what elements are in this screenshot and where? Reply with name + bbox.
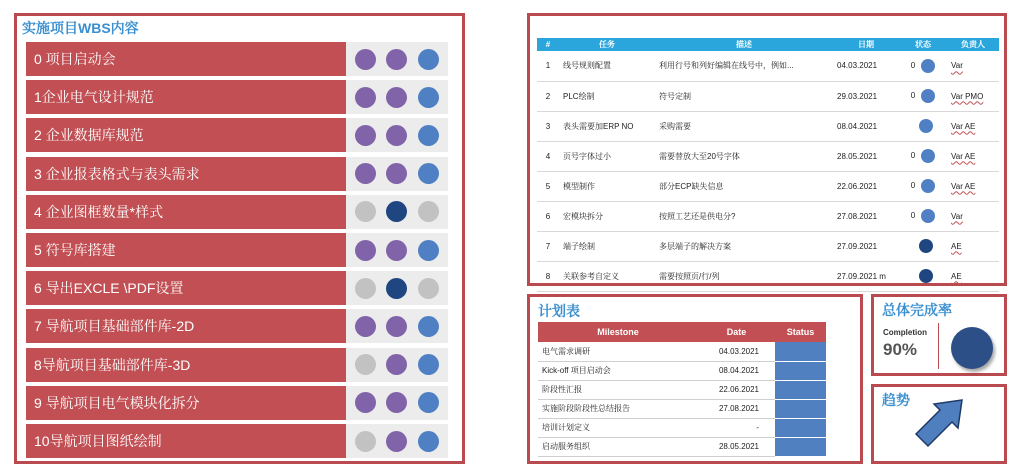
task-owner-cell (947, 51, 999, 81)
completion-divider (938, 323, 939, 369)
completion-label: Completion (883, 328, 927, 337)
status-dot-icon (386, 87, 407, 108)
status-dot-icon (418, 392, 439, 413)
task-owner-cell (947, 231, 999, 261)
plan-title: 计划表 (538, 303, 580, 319)
task-date-cell: 28.05.2021 (833, 141, 899, 171)
completion-value: 90% (883, 340, 918, 359)
task-owner-text: Var PMO (951, 91, 984, 101)
plan-milestone-cell: 启动服务组织 (538, 437, 698, 456)
plan-status-cell (775, 399, 826, 418)
wbs-row-status-dots (346, 348, 448, 382)
wbs-row (26, 195, 448, 229)
task-row (537, 261, 999, 291)
wbs-row-label: 4 企业图框数量*样式 (26, 195, 346, 229)
wbs-row-status-dots (346, 118, 448, 152)
wbs-row-status-dots (346, 424, 448, 458)
wbs-row-label: 7 导航项目基础部件库-2D (26, 309, 346, 343)
plan-status-cell (775, 361, 826, 380)
plan-date-cell: 08.04.2021 (698, 361, 775, 380)
wbs-row-label: 3 企业报表格式与表头需求 (26, 157, 346, 191)
task-row (537, 111, 999, 141)
plan-milestone-cell: 实施阶段阶段性总结报告 (538, 399, 698, 418)
status-dot-icon (386, 431, 407, 452)
plan-date-cell: 27.08.2021 (698, 399, 775, 418)
status-dot-icon (418, 201, 439, 222)
task-status-cell (899, 201, 947, 231)
plan-milestone-cell: 培训计划定义 (538, 418, 698, 437)
plan-panel (527, 294, 863, 464)
task-num-cell: 2 (537, 81, 559, 111)
plan-milestone-cell: 阶段性汇报 (538, 380, 698, 399)
task-date-cell: 27.09.2021 (833, 231, 899, 261)
plan-row (538, 342, 826, 361)
col-date-header: 日期 (833, 38, 899, 51)
plan-milestone-cell: Kick-off 项目启动会 (538, 361, 698, 380)
plan-table (538, 322, 826, 457)
task-status-text: 0 (910, 91, 916, 101)
task-name-cell: 页号字体过小 (559, 141, 655, 171)
task-desc-cell: 需要按照页/行/列 (655, 261, 833, 291)
wbs-row-label: 8导航项目基础部件库-3D (26, 348, 346, 382)
plan-row (538, 361, 826, 380)
plan-date-cell: 22.06.2021 (698, 380, 775, 399)
task-status-dot-icon (921, 179, 935, 193)
task-status-cell (899, 171, 947, 201)
col-num-header: # (537, 38, 559, 51)
task-date-cell: 04.03.2021 (833, 51, 899, 81)
plan-status-cell (775, 342, 826, 361)
task-desc-cell: 按照工艺还是供电分? (655, 201, 833, 231)
task-status-dot-icon (919, 119, 933, 133)
task-status-cell (899, 81, 947, 111)
status-dot-icon (386, 354, 407, 375)
task-date-cell: 27.08.2021 (833, 201, 899, 231)
task-name-cell: 关联参考自定义 (559, 261, 655, 291)
plan-status-cell (775, 380, 826, 399)
task-owner-cell (947, 141, 999, 171)
plan-date-cell: 28.05.2021 (698, 437, 775, 456)
task-status-text: 0 (910, 60, 916, 70)
wbs-row-label: 5 符号库搭建 (26, 233, 346, 267)
task-owner-cell (947, 201, 999, 231)
status-dot-icon (386, 240, 407, 261)
task-owner-text: Var (951, 61, 963, 71)
wbs-row-label: 10导航项目图纸绘制 (26, 424, 346, 458)
task-num-cell: 7 (537, 231, 559, 261)
wbs-row (26, 80, 448, 114)
wbs-row-status-dots (346, 157, 448, 191)
col-task-header: 任务 (559, 38, 655, 51)
task-status-dot-icon (921, 209, 935, 223)
wbs-row (26, 233, 448, 267)
task-row (537, 171, 999, 201)
trend-up-arrow-icon (910, 396, 972, 452)
status-dot-icon (386, 201, 407, 222)
task-date-cell: 27.09.2021 m (833, 261, 899, 291)
task-num-cell: 4 (537, 141, 559, 171)
task-name-cell: 端子绘制 (559, 231, 655, 261)
status-dot-icon (418, 316, 439, 337)
plan-row (538, 437, 826, 456)
status-dot-icon (418, 431, 439, 452)
task-owner-cell (947, 261, 999, 291)
plan-row (538, 380, 826, 399)
wbs-row-label: 9 导航项目电气模块化拆分 (26, 386, 346, 420)
task-owner-text: Var AE (951, 181, 976, 191)
task-status-dot-icon (919, 239, 933, 253)
task-status-text: 0 (910, 181, 916, 191)
wbs-title: 实施项目WBS内容 (22, 20, 139, 36)
plan-date-cell: - (698, 418, 775, 437)
wbs-row (26, 386, 448, 420)
plan-date-cell: 04.03.2021 (698, 342, 775, 361)
plan-status-cell (775, 437, 826, 456)
wbs-row-label: 0 项目启动会 (26, 42, 346, 76)
status-dot-icon (355, 278, 376, 299)
task-status-cell (899, 261, 947, 291)
task-panel (527, 13, 1007, 286)
completion-status-circle-icon (951, 327, 993, 369)
task-owner-cell (947, 171, 999, 201)
wbs-row (26, 271, 448, 305)
wbs-row (26, 424, 448, 458)
task-name-cell: PLC绘制 (559, 81, 655, 111)
status-dot-icon (386, 125, 407, 146)
status-dot-icon (418, 125, 439, 146)
task-owner-text: Var AE (951, 151, 976, 161)
wbs-row (26, 157, 448, 191)
task-desc-cell: 利用行号和列好编辑在线号中，例如... (655, 51, 833, 81)
status-dot-icon (418, 278, 439, 299)
status-dot-icon (355, 125, 376, 146)
task-date-cell: 22.06.2021 (833, 171, 899, 201)
wbs-row (26, 118, 448, 152)
trend-title: 趋势 (882, 392, 910, 408)
task-owner-cell (947, 81, 999, 111)
wbs-row-label: 2 企业数据库规范 (26, 118, 346, 152)
task-table-header (537, 38, 999, 51)
col-owner-header: 负责人 (947, 38, 999, 51)
task-num-cell: 1 (537, 51, 559, 81)
task-row (537, 201, 999, 231)
status-dot-icon (355, 240, 376, 261)
plan-row (538, 418, 826, 437)
task-row (537, 51, 999, 81)
plan-table-header (538, 322, 826, 342)
wbs-row (26, 42, 448, 76)
status-dot-icon (386, 49, 407, 70)
task-status-cell (899, 111, 947, 141)
task-name-cell: 线号规则配置 (559, 51, 655, 81)
task-row (537, 81, 999, 111)
task-status-text: 0 (910, 211, 916, 221)
trend-panel (871, 384, 1007, 464)
task-desc-cell: 部分ECP缺失信息 (655, 171, 833, 201)
task-table (537, 38, 999, 292)
milestone-header: Milestone (538, 322, 698, 342)
task-owner-cell (947, 111, 999, 141)
task-num-cell: 8 (537, 261, 559, 291)
wbs-row-status-dots (346, 386, 448, 420)
status-dot-icon (418, 87, 439, 108)
task-name-cell: 表头需要加ERP NO (559, 111, 655, 141)
task-status-cell (899, 141, 947, 171)
plan-milestone-cell: 电气需求调研 (538, 342, 698, 361)
plan-status-cell (775, 418, 826, 437)
task-status-dot-icon (921, 59, 935, 73)
task-status-cell (899, 51, 947, 81)
task-owner-text: Var (951, 211, 963, 221)
completion-panel (871, 294, 1007, 376)
date-header: Date (698, 322, 775, 342)
task-status-dot-icon (921, 149, 935, 163)
status-dot-icon (355, 87, 376, 108)
task-name-cell: 模型制作 (559, 171, 655, 201)
status-dot-icon (386, 163, 407, 184)
col-desc-header: 描述 (655, 38, 833, 51)
wbs-row (26, 348, 448, 382)
status-dot-icon (418, 240, 439, 261)
status-dot-icon (355, 163, 376, 184)
status-dot-icon (355, 431, 376, 452)
status-dot-icon (418, 49, 439, 70)
task-name-cell: 宏模块拆分 (559, 201, 655, 231)
task-status-text: 0 (910, 151, 916, 161)
task-status-dot-icon (919, 269, 933, 283)
status-dot-icon (355, 49, 376, 70)
wbs-row-label: 1企业电气设计规范 (26, 80, 346, 114)
wbs-panel (14, 13, 465, 464)
wbs-row-status-dots (346, 233, 448, 267)
task-status-dot-icon (921, 89, 935, 103)
wbs-row-status-dots (346, 42, 448, 76)
completion-title: 总体完成率 (882, 302, 952, 318)
task-owner-text: Var AE (951, 121, 976, 131)
task-date-cell: 08.04.2021 (833, 111, 899, 141)
status-dot-icon (355, 316, 376, 337)
status-dot-icon (386, 316, 407, 337)
task-date-cell: 29.03.2021 (833, 81, 899, 111)
task-owner-text: AE (951, 241, 962, 251)
status-dot-icon (418, 354, 439, 375)
status-dot-icon (386, 278, 407, 299)
task-status-cell (899, 231, 947, 261)
col-status-header: 状态 (899, 38, 947, 51)
status-dot-icon (355, 392, 376, 413)
wbs-row-label: 6 导出EXCLE \PDF设置 (26, 271, 346, 305)
task-desc-cell: 多层端子的解决方案 (655, 231, 833, 261)
wbs-row-status-dots (346, 80, 448, 114)
wbs-row-status-dots (346, 309, 448, 343)
wbs-row-status-dots (346, 195, 448, 229)
task-desc-cell: 需要替放大至20号字体 (655, 141, 833, 171)
status-dot-icon (418, 163, 439, 184)
task-num-cell: 5 (537, 171, 559, 201)
task-owner-text: AE (951, 271, 962, 281)
status-header: Status (775, 322, 826, 342)
status-dot-icon (386, 392, 407, 413)
task-row (537, 141, 999, 171)
wbs-row-status-dots (346, 271, 448, 305)
task-num-cell: 6 (537, 201, 559, 231)
task-row (537, 231, 999, 261)
status-dot-icon (355, 354, 376, 375)
wbs-row (26, 309, 448, 343)
task-desc-cell: 采购需要 (655, 111, 833, 141)
task-desc-cell: 符号定制 (655, 81, 833, 111)
plan-row (538, 399, 826, 418)
task-num-cell: 3 (537, 111, 559, 141)
status-dot-icon (355, 201, 376, 222)
